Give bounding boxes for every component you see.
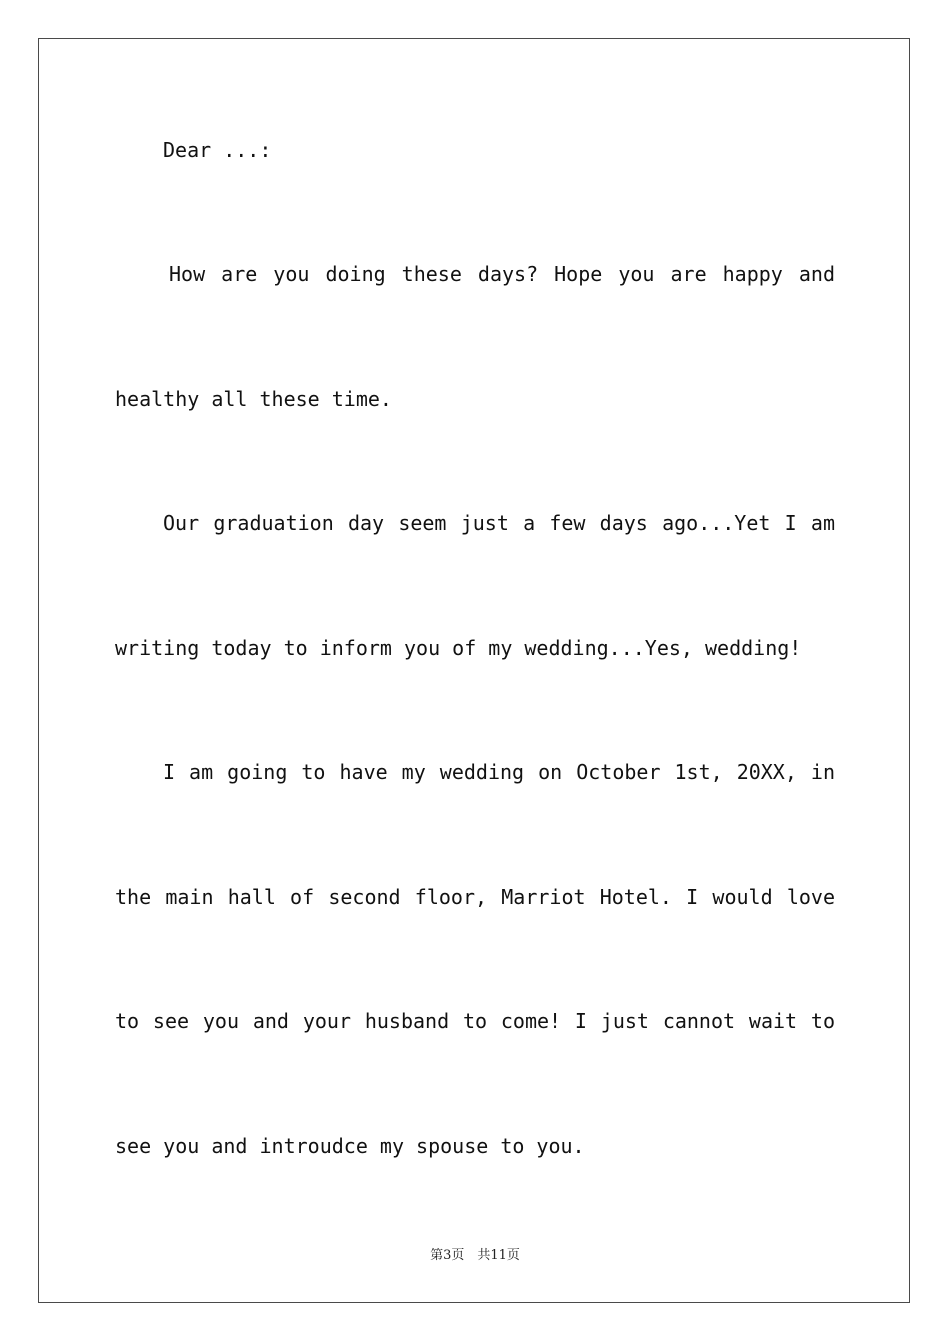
paragraph-line-6: the main hall of second floor, Marriot Hotel. I would love: [115, 885, 835, 909]
paragraph-line-5: I am going to have my wedding on October 1st, 20XX, in: [163, 760, 835, 784]
paragraph-line-7: to see you and your husband to come! I just cannot wait to: [115, 1009, 835, 1033]
paragraph-line-4: writing today to inform you of my wedding...Yes, wedding!: [115, 636, 802, 660]
paragraph-line-8: see you and introudce my spouse to you.: [115, 1134, 585, 1158]
paragraph-line-3: Our graduation day seem just a few days ago...Yet I am: [163, 511, 835, 535]
page-border: [38, 38, 910, 1303]
paragraph-line-1: How are you doing these days? Hope you are happy and: [169, 262, 835, 286]
paragraph-line-2: healthy all these time.: [115, 387, 392, 411]
page-number-footer: 第3页 共11页: [430, 1248, 520, 1263]
salutation: Dear ...:: [163, 138, 272, 162]
